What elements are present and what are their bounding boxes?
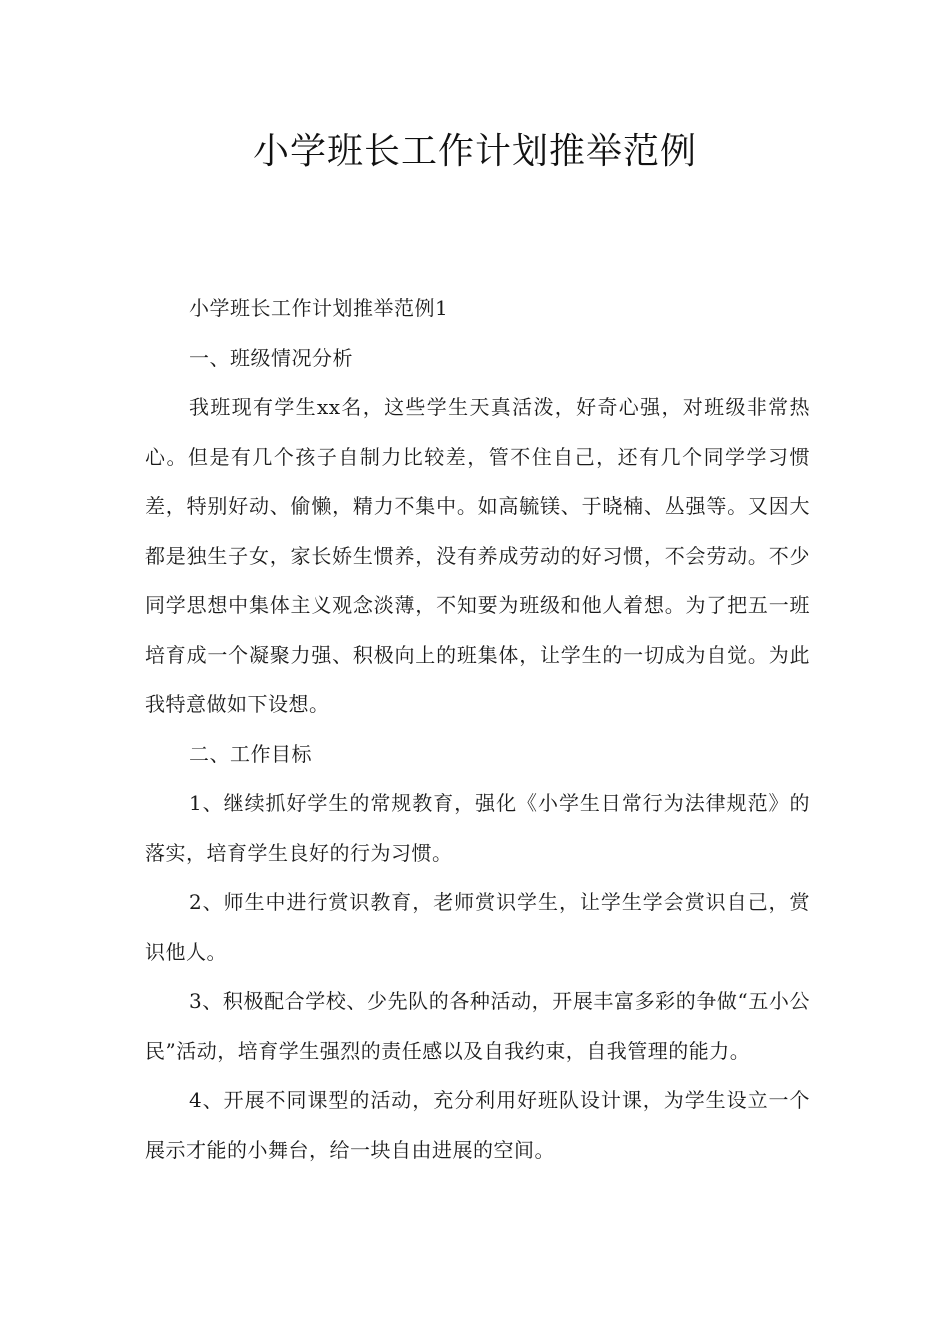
body-paragraph: 1、继续抓好学生的常规教育，强化《小学生日常行为法律规范》的落实，培育学生良好的行为习惯。 — [145, 791, 810, 865]
section-heading: 小学班长工作计划推举范例1 — [189, 296, 449, 320]
body-paragraph: 4、开展不同课型的活动，充分利用好班队设计课，为学生设立一个展示才能的小舞台，给一块自由进展的空间。 — [145, 1088, 810, 1162]
subsection-heading: 一、班级情况分析 — [189, 345, 353, 370]
body-paragraph: 3、积极配合学校、少先队的各种活动，开展丰富多彩的争做“五小公民”活动，培育学生强烈的责任感以及自我约束，自我管理的能力。 — [145, 989, 810, 1063]
document-title: 小学班长工作计划推举范例 — [252, 131, 697, 172]
body-paragraph: 我班现有学生xx名，这些学生天真活泼，好奇心强，对班级非常热心。但是有几个孩子自制力比较差，管不住自己，还有几个同学学习惯差，特别好动、偷懒，精力不集中。如高毓镁、于晓楠、丛强等。又因大都是独生子女，家长娇生惯养，没有养成劳动的好习惯，不会劳动。不少同学思想中集体主义观念淡薄，不知要为班级和他人着想。为了把五一班培育成一个凝聚力强、积极向上的班集体，让学生的一切成为自觉。为此我特意做如下设想。 — [145, 395, 810, 716]
subsection-heading: 二、工作目标 — [189, 741, 312, 766]
document-body — [145, 284, 810, 1175]
body-paragraph: 2、师生中进行赏识教育，老师赏识学生，让学生学会赏识自己，赏识他人。 — [145, 890, 810, 964]
